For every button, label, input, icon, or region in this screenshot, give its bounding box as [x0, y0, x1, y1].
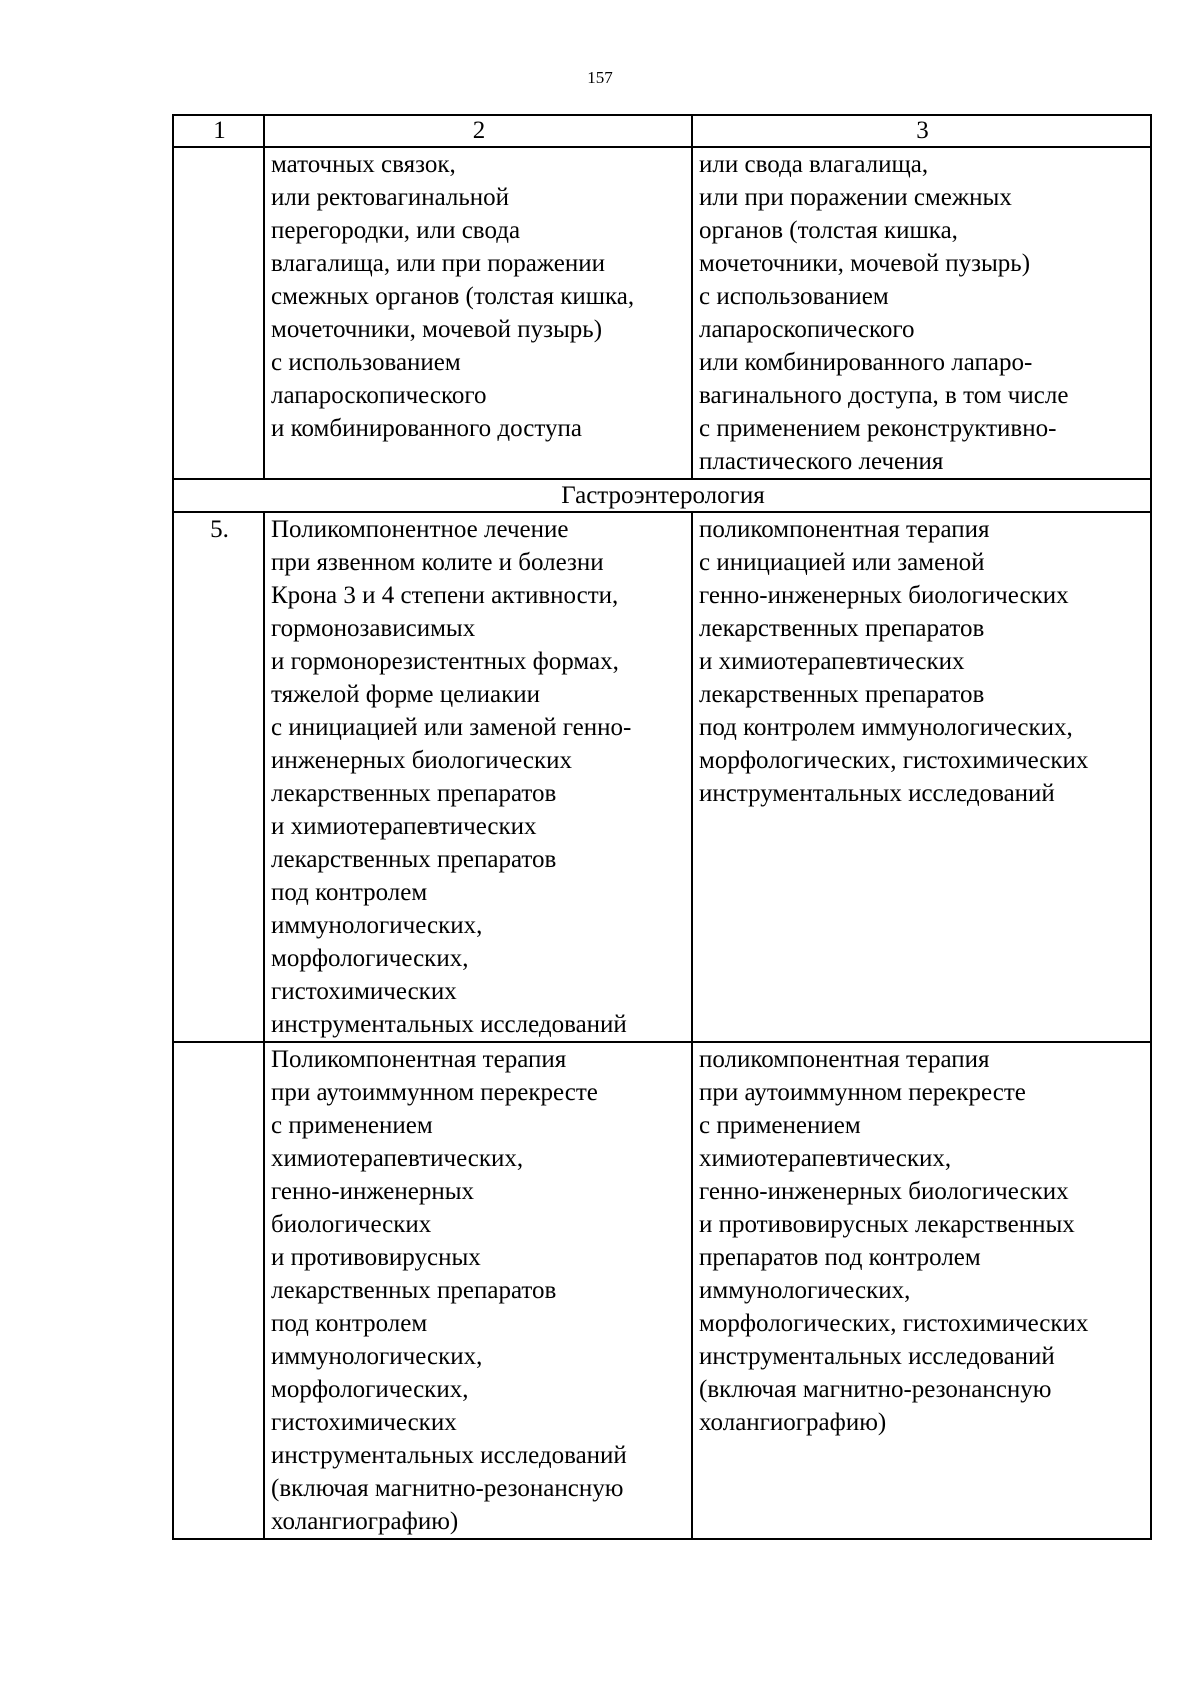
text-line: и химиотерапевтических — [699, 648, 965, 675]
table-row — [173, 147, 1151, 479]
text-line: с использованием — [271, 349, 461, 376]
text-line: иммунологических, — [699, 1277, 911, 1304]
text-line: (включая магнитно-резонансную — [271, 1475, 624, 1502]
text-line: или свода влагалища, — [699, 151, 929, 178]
text-line: с инициацией или заменой генно- — [271, 714, 632, 741]
text-line: тяжелой форме целиакии — [271, 681, 541, 708]
text-line: смежных органов (толстая кишка, — [271, 283, 635, 310]
treatment-cell — [692, 147, 1151, 479]
text-line: химиотерапевтических, — [271, 1145, 524, 1172]
text-line: под контролем — [271, 879, 428, 906]
text-line: лекарственных препаратов — [271, 846, 557, 873]
text-line: лекарственных препаратов — [699, 615, 985, 642]
text-line: влагалища, или при поражении — [271, 250, 605, 277]
text-line: органов (толстая кишка, — [699, 217, 958, 244]
text-line: Поликомпонентное лечение — [271, 516, 569, 543]
treatment-cell — [692, 512, 1151, 1042]
text-line: иммунологических, — [271, 1343, 483, 1370]
text-line: инструментальных исследований — [699, 780, 1055, 807]
text-line: пластического лечения — [699, 448, 944, 475]
row-number-cell — [173, 1042, 264, 1539]
text-line: инженерных биологических — [271, 747, 572, 774]
text-line: или при поражении смежных — [699, 184, 1012, 211]
header-cell-1: 1 — [173, 115, 264, 147]
text-line: генно-инженерных биологических — [699, 582, 1069, 609]
text-line: при аутоиммунном перекресте — [271, 1079, 598, 1106]
table-row — [173, 512, 1151, 1042]
content-table — [172, 114, 1152, 1540]
text-line: морфологических, — [271, 945, 469, 972]
text-line: Крона 3 и 4 степени активности, — [271, 582, 619, 609]
row-number-cell: 5. — [173, 512, 264, 1042]
header-cell-3: 3 — [692, 115, 1151, 147]
text-line: с применением — [271, 1112, 433, 1139]
text-line: лапароскопического — [699, 316, 915, 343]
text-line: генно-инженерных биологических — [699, 1178, 1069, 1205]
text-line: лекарственных препаратов — [271, 780, 557, 807]
text-line: поликомпонентная терапия — [699, 1046, 990, 1073]
text-line: перегородки, или свода — [271, 217, 521, 244]
text-line: морфологических, гистохимических — [699, 1310, 1089, 1337]
table-header-row — [173, 115, 1151, 147]
text-line: маточных связок, — [271, 151, 456, 178]
text-line: мочеточники, мочевой пузырь) — [271, 316, 603, 343]
method-cell — [264, 1042, 692, 1539]
header-cell-2: 2 — [264, 115, 692, 147]
text-line: инструментальных исследований — [699, 1343, 1055, 1370]
text-line: и противовирусных — [271, 1244, 481, 1271]
text-line: или ректовагинальной — [271, 184, 510, 211]
text-line: вагинального доступа, в том числе — [699, 382, 1069, 409]
text-line: инструментальных исследований — [271, 1011, 627, 1038]
text-line: морфологических, гистохимических — [699, 747, 1089, 774]
text-line: лапароскопического — [271, 382, 487, 409]
text-line: и гормонорезистентных формах, — [271, 648, 619, 675]
page-number: 157 — [587, 68, 613, 87]
text-line: холангиографию) — [271, 1508, 459, 1535]
method-cell — [264, 512, 692, 1042]
treatment-cell — [692, 1042, 1151, 1539]
text-line: с инициацией или заменой — [699, 549, 985, 576]
text-line: биологических — [271, 1211, 432, 1238]
text-line: под контролем иммунологических, — [699, 714, 1073, 741]
text-line: мочеточники, мочевой пузырь) — [699, 250, 1031, 277]
text-line: и комбинированного доступа — [271, 415, 582, 442]
text-line: холангиографию) — [699, 1409, 887, 1436]
text-line: морфологических, — [271, 1376, 469, 1403]
text-line: при аутоиммунном перекресте — [699, 1079, 1026, 1106]
text-line: гистохимических — [271, 978, 457, 1005]
text-line: Поликомпонентная терапия — [271, 1046, 567, 1073]
row-number-cell — [173, 147, 264, 479]
section-row — [173, 479, 1151, 512]
text-line: гистохимических — [271, 1409, 457, 1436]
text-line: или комбинированного лапаро- — [699, 349, 1033, 376]
table-row — [173, 1042, 1151, 1539]
text-line: поликомпонентная терапия — [699, 516, 990, 543]
section-title: Гастроэнтерология — [173, 479, 1151, 512]
text-line: и химиотерапевтических — [271, 813, 537, 840]
text-line: химиотерапевтических, — [699, 1145, 952, 1172]
text-line: (включая магнитно-резонансную — [699, 1376, 1052, 1403]
method-cell — [264, 147, 692, 479]
text-line: с использованием — [699, 283, 889, 310]
text-line: инструментальных исследований — [271, 1442, 627, 1469]
text-line: лекарственных препаратов — [271, 1277, 557, 1304]
text-line: гормонозависимых — [271, 615, 476, 642]
text-line: иммунологических, — [271, 912, 483, 939]
text-line: под контролем — [271, 1310, 428, 1337]
text-line: с применением — [699, 1112, 861, 1139]
text-line: препаратов под контролем — [699, 1244, 981, 1271]
text-line: при язвенном колите и болезни — [271, 549, 604, 576]
text-line: лекарственных препаратов — [699, 681, 985, 708]
text-line: и противовирусных лекарственных — [699, 1211, 1075, 1238]
text-line: генно-инженерных — [271, 1178, 475, 1205]
text-line: с применением реконструктивно- — [699, 415, 1057, 442]
